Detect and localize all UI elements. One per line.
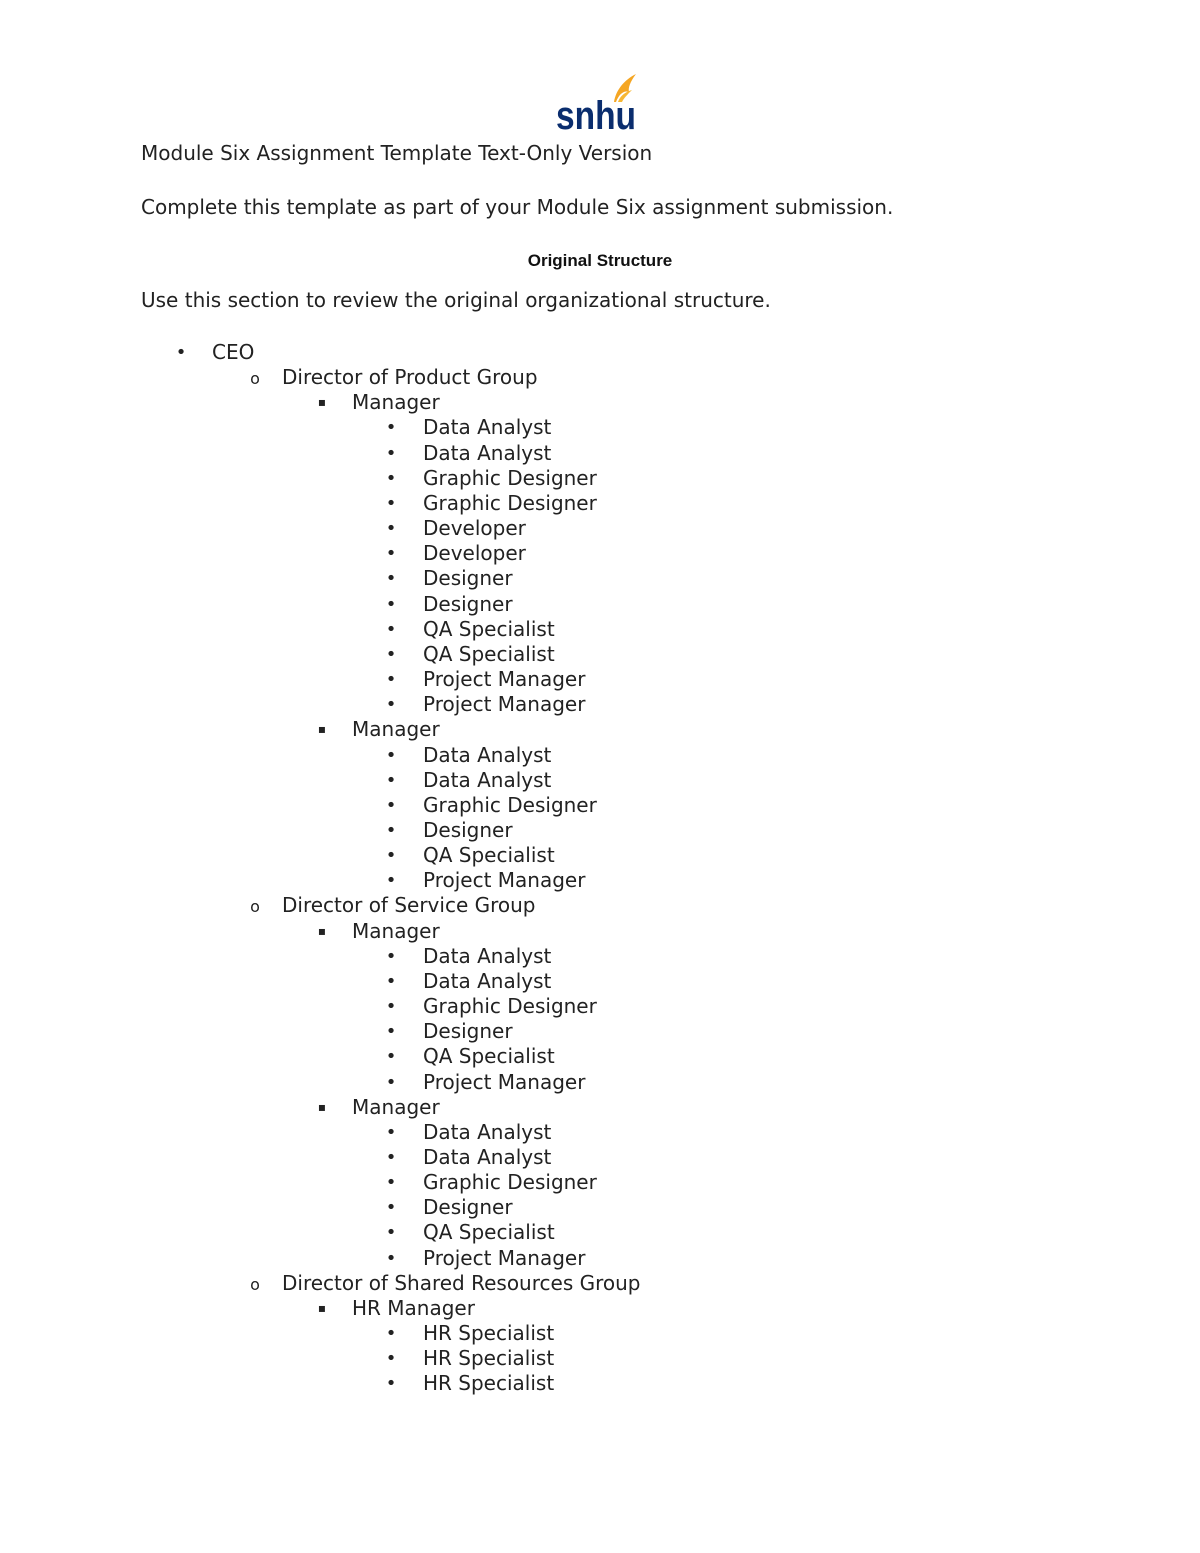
- bullet-icon: ▪: [317, 722, 327, 737]
- bullet-icon: •: [385, 618, 397, 640]
- bullet-icon: •: [385, 1046, 397, 1068]
- list-item-label: Data Analyst: [423, 440, 552, 465]
- list-item-label: Manager: [352, 1094, 440, 1119]
- bullet-icon: •: [385, 543, 397, 565]
- bullet-icon: o: [250, 369, 260, 389]
- list-item-label: HR Specialist: [423, 1346, 555, 1371]
- bullet-icon: •: [385, 870, 397, 892]
- bullet-icon: o: [250, 897, 260, 917]
- list-item-label: Manager: [352, 390, 440, 415]
- list-item-label: Director of Shared Resources Group: [282, 1270, 641, 1295]
- list-item-label: QA Specialist: [423, 616, 555, 641]
- list-item-label: Data Analyst: [423, 742, 552, 767]
- list-item-label: Designer: [423, 1019, 513, 1044]
- list-item-label: Graphic Designer: [423, 490, 597, 515]
- bullet-icon: •: [385, 769, 397, 791]
- bullet-icon: ▪: [317, 923, 327, 938]
- bullet-icon: •: [385, 1348, 397, 1370]
- section-description: Use this section to review the original organizational structure.: [141, 288, 771, 312]
- list-item-label: Data Analyst: [423, 1119, 552, 1144]
- bullet-icon: •: [385, 970, 397, 992]
- bullet-icon: •: [385, 593, 397, 615]
- bullet-icon: •: [385, 694, 397, 716]
- list-item-label: QA Specialist: [423, 641, 555, 666]
- bullet-icon: •: [385, 1247, 397, 1269]
- bullet-icon: •: [385, 794, 397, 816]
- list-item-label: Designer: [423, 1195, 513, 1220]
- snhu-logo: [556, 72, 640, 138]
- logo-wordmark: snhu: [556, 94, 636, 138]
- list-item-label: HR Manager: [352, 1295, 475, 1320]
- list-item-label: QA Specialist: [423, 1220, 555, 1245]
- bullet-icon: •: [175, 342, 187, 363]
- list-item-label: Project Manager: [423, 868, 586, 893]
- bullet-icon: o: [250, 1274, 260, 1294]
- bullet-icon: •: [385, 1197, 397, 1219]
- list-item-label: Designer: [423, 566, 513, 591]
- bullet-icon: •: [385, 1323, 397, 1345]
- bullet-icon: •: [385, 669, 397, 691]
- document-title: Module Six Assignment Template Text-Only Version: [141, 141, 653, 165]
- bullet-icon: •: [385, 945, 397, 967]
- list-item-label: Data Analyst: [423, 968, 552, 993]
- bullet-icon: •: [385, 1071, 397, 1093]
- list-item-label: Data Analyst: [423, 943, 552, 968]
- bullet-icon: •: [385, 568, 397, 590]
- list-item-label: QA Specialist: [423, 843, 555, 868]
- list-item-label: Manager: [352, 918, 440, 943]
- list-item-label: Graphic Designer: [423, 792, 597, 817]
- bullet-icon: •: [385, 643, 397, 665]
- list-item-label: Project Manager: [423, 667, 586, 692]
- bullet-icon: •: [385, 1147, 397, 1168]
- bullet-icon: •: [385, 467, 397, 489]
- bullet-icon: •: [385, 492, 397, 514]
- section-heading: Original Structure: [527, 251, 673, 270]
- bullet-icon: •: [385, 417, 397, 439]
- list-item-label: Developer: [423, 541, 526, 566]
- list-item-label: Designer: [423, 591, 513, 616]
- list-item-label: Developer: [423, 516, 526, 541]
- bullet-icon: •: [385, 819, 397, 841]
- bullet-icon: •: [385, 518, 397, 540]
- list-item-label: Project Manager: [423, 692, 586, 717]
- list-item-label: Director of Service Group: [282, 893, 536, 918]
- bullet-icon: ▪: [317, 1300, 327, 1315]
- bullet-icon: •: [385, 1121, 397, 1143]
- bullet-icon: •: [385, 845, 397, 867]
- list-item-label: HR Specialist: [423, 1321, 555, 1346]
- bullet-icon: •: [385, 996, 397, 1018]
- document-instruction: Complete this template as part of your Module Six assignment submission.: [141, 195, 894, 219]
- bullet-icon: •: [385, 1021, 397, 1043]
- list-item-label: Designer: [423, 817, 513, 842]
- list-item-label: Graphic Designer: [423, 465, 597, 490]
- list-item-label: CEO: [212, 340, 255, 364]
- bullet-icon: •: [385, 1172, 397, 1194]
- bullet-icon: ▪: [317, 395, 327, 410]
- snhu-logo-graphic: [556, 72, 640, 138]
- list-item-label: HR Specialist: [423, 1371, 555, 1396]
- list-item-label: Graphic Designer: [423, 1170, 597, 1195]
- bullet-icon: •: [385, 1373, 397, 1395]
- bullet-icon: •: [385, 1222, 397, 1244]
- bullet-icon: ▪: [317, 1099, 327, 1114]
- list-item-label: QA Specialist: [423, 1044, 555, 1069]
- list-item-label: Data Analyst: [423, 767, 552, 792]
- list-item-label: Manager: [352, 717, 440, 742]
- list-item-label: Project Manager: [423, 1069, 586, 1094]
- list-item-label: Graphic Designer: [423, 994, 597, 1019]
- bullet-icon: •: [385, 442, 397, 464]
- list-item-label: Data Analyst: [423, 415, 552, 440]
- list-item-label: Project Manager: [423, 1245, 586, 1270]
- list-item-label: Data Analyst: [423, 1145, 552, 1169]
- bullet-icon: •: [385, 744, 397, 766]
- list-item-label: Director of Product Group: [282, 365, 538, 390]
